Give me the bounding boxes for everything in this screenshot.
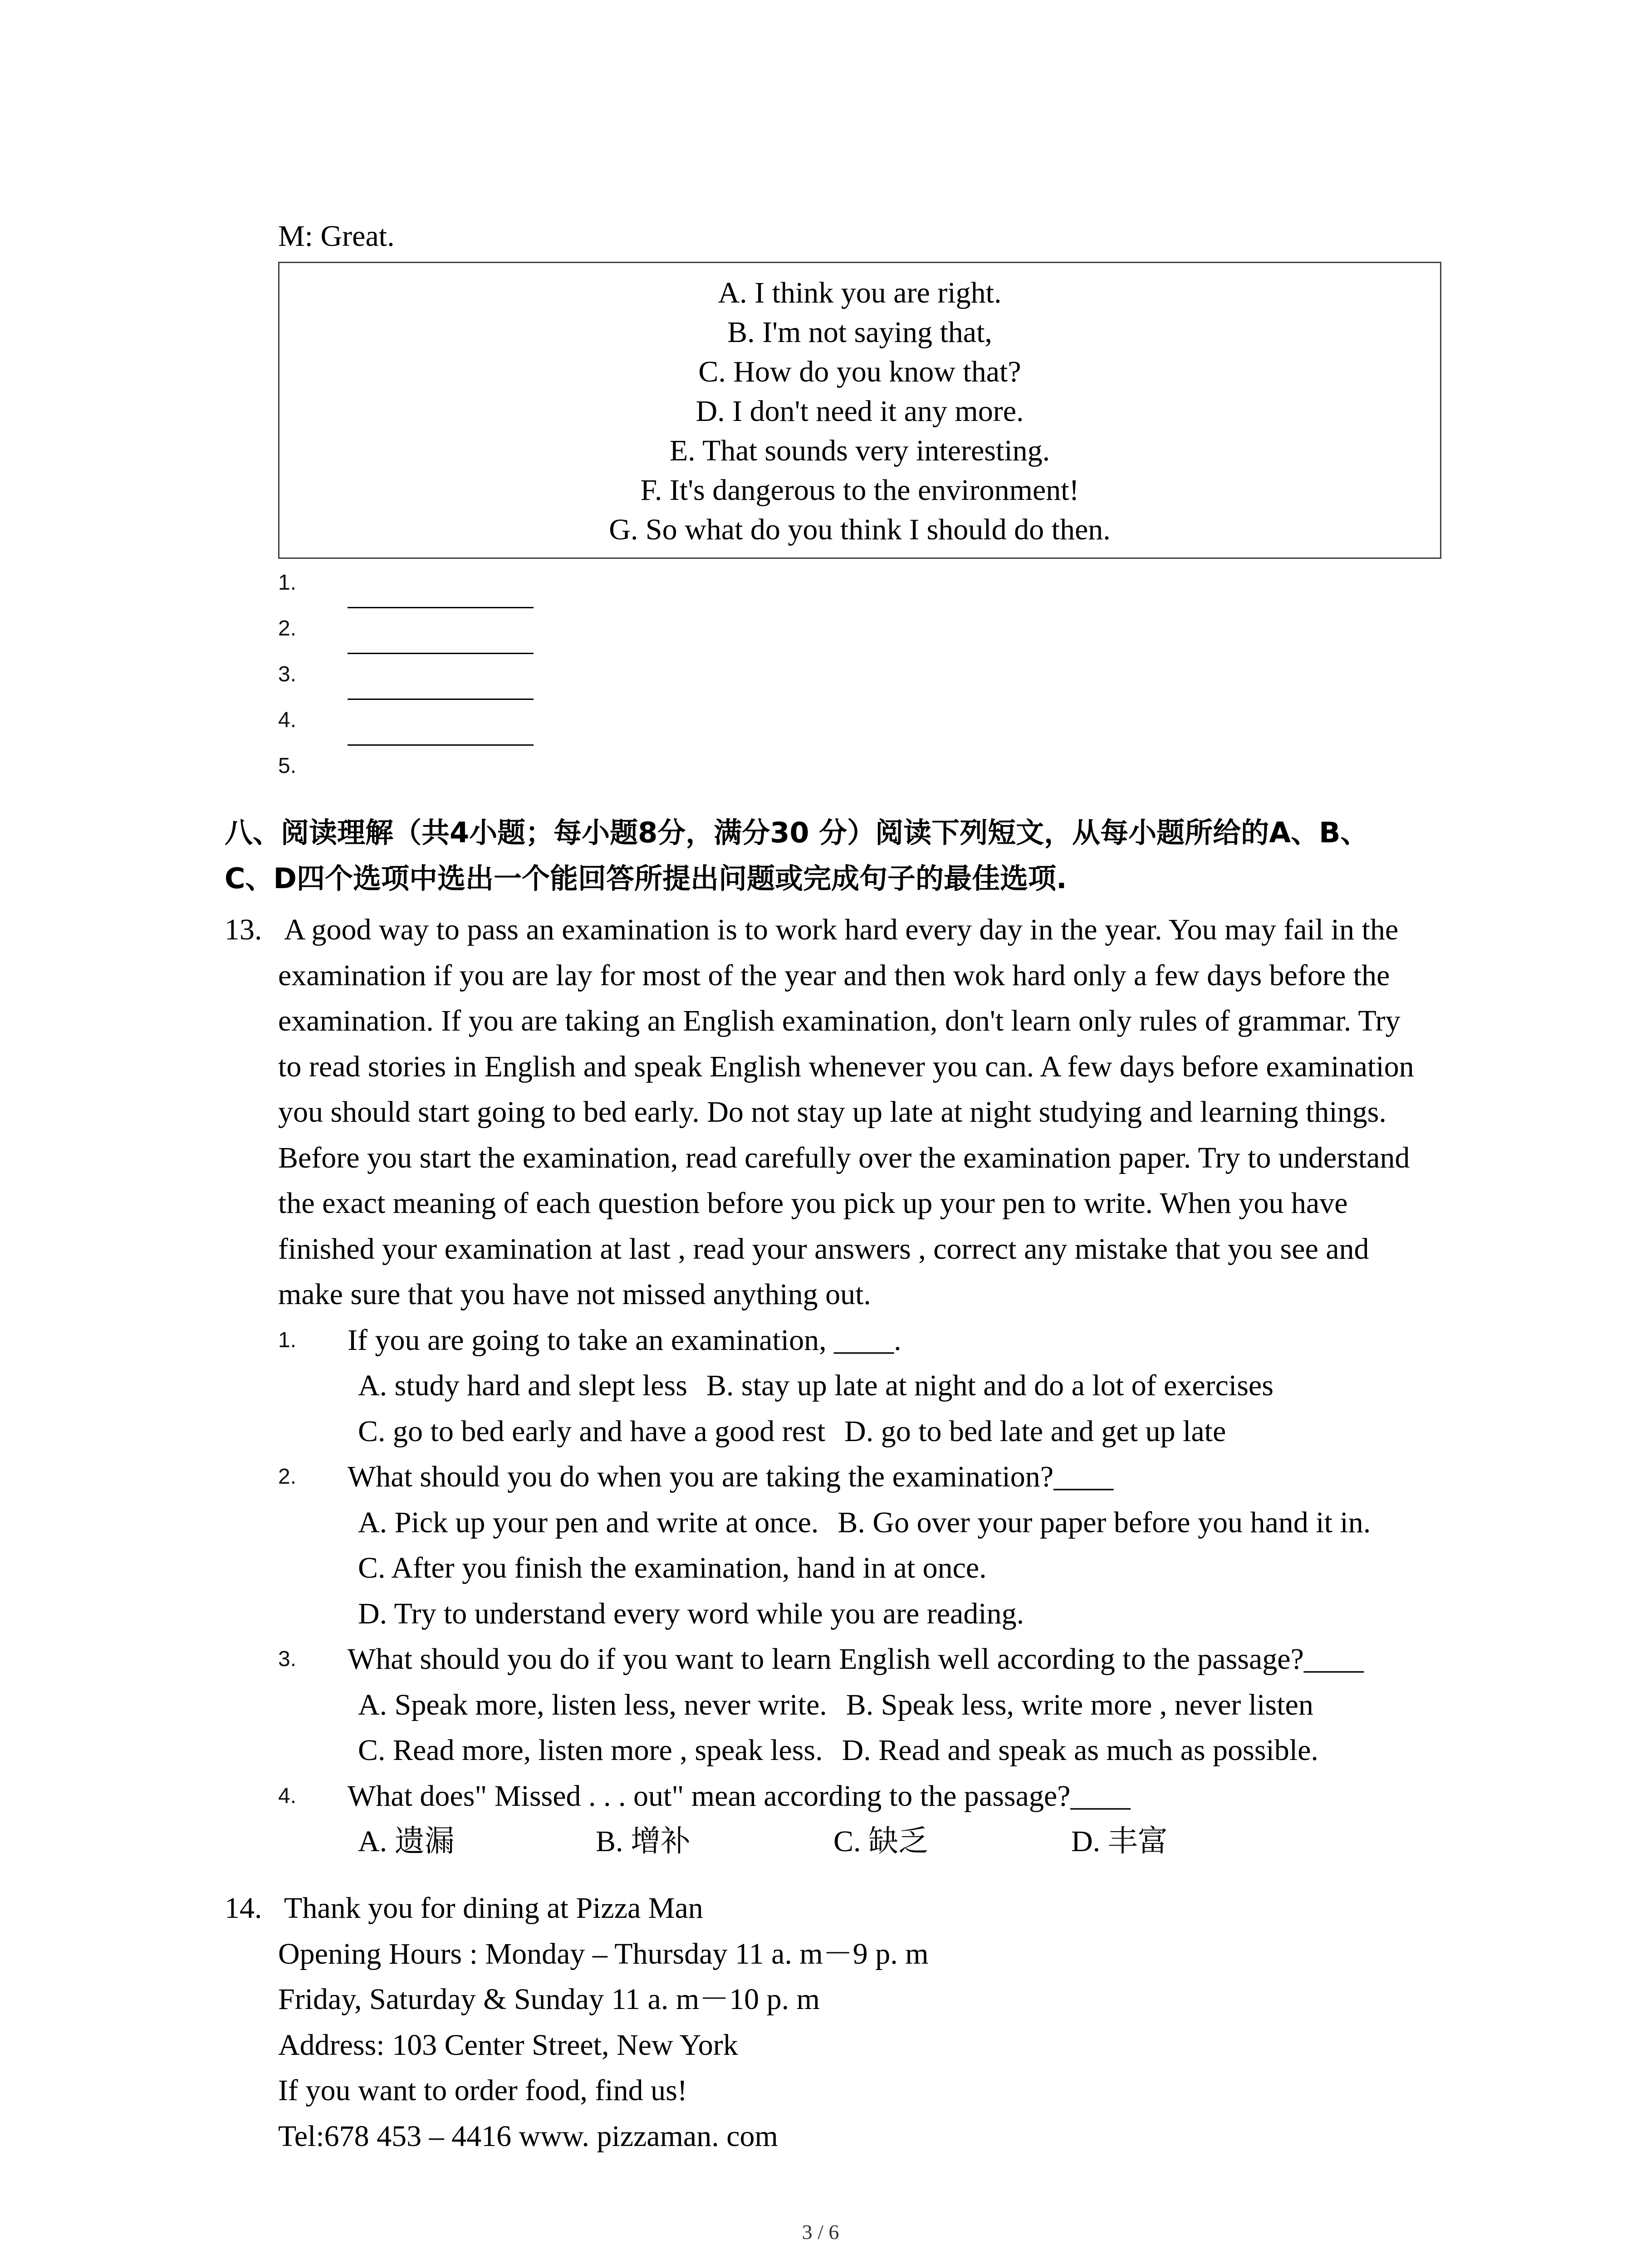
- passage-line: Before you start the examination, read carefully over the examination paper. Try to understand: [278, 1141, 1410, 1174]
- option-c: C. 缺乏: [833, 1825, 929, 1858]
- section-heading-line: 八、阅读理解（共4小题；每小题8分，满分30 分）阅读下列短文，从每小题所给的A、B、: [225, 816, 1369, 849]
- option-row-content: [358, 1819, 1309, 1865]
- answer-number: 5.: [278, 754, 297, 778]
- option-a: A. 遗漏: [358, 1825, 455, 1858]
- section-heading-row: [0, 810, 1641, 855]
- option-c: C. go to bed early and have a good rest: [358, 1414, 826, 1448]
- dialogue-option-g: G. So what do you think I should do then.: [609, 513, 1111, 546]
- option-row-content: [358, 1500, 1371, 1546]
- subquestion-number: 1.: [278, 1328, 297, 1352]
- option-b: B. stay up late at night and do a lot of exercises: [706, 1369, 1274, 1402]
- passage-row: [0, 1181, 1641, 1227]
- notice-row: [0, 1977, 1641, 2023]
- dialogue-option-c: C. How do you know that?: [698, 355, 1021, 388]
- subquestion-number: 3.: [278, 1647, 297, 1671]
- notice-row: [0, 2114, 1641, 2160]
- option-c: C. After you finish the examination, hand in at once.: [358, 1551, 987, 1584]
- notice-address: Address: 103 Center Street, New York: [278, 2028, 738, 2062]
- option-a: A. study hard and slept less: [358, 1369, 687, 1402]
- answer-number: 3.: [278, 662, 297, 686]
- option-c: C. Read more, listen more , speak less.: [358, 1734, 823, 1767]
- answer-number: 1.: [278, 571, 297, 595]
- notice-order-line: If you want to order food, find us!: [278, 2074, 687, 2107]
- passage-row: [0, 998, 1641, 1044]
- option-b: B. 增补: [596, 1825, 691, 1858]
- option-row: [0, 1591, 1641, 1637]
- notice-row: [0, 2068, 1641, 2114]
- option-row: [0, 1500, 1641, 1546]
- passage-line: make sure that you have not missed anything out.: [278, 1278, 871, 1311]
- question-13: [0, 907, 1641, 1865]
- answer-number: 4.: [278, 708, 297, 732]
- question-number: 13.: [225, 913, 262, 946]
- option-row: [0, 1409, 1641, 1455]
- answer-item: [0, 651, 1641, 697]
- passage-line: the exact meaning of each question before you pick up your pen to write. When you have: [278, 1187, 1348, 1220]
- answer-item: [0, 697, 1641, 743]
- option-row: [0, 1819, 1641, 1865]
- option-row-content: [358, 1682, 1313, 1728]
- passage-line: to read stories in English and speak English whenever you can. A few days before examination: [278, 1050, 1414, 1083]
- option-a: A. Speak more, listen less, never write.: [358, 1688, 827, 1721]
- option-row: [0, 1682, 1641, 1728]
- dialogue-option-b: B. I'm not saying that,: [727, 316, 992, 349]
- notice-title: Thank you for dining at Pizza Man: [284, 1892, 703, 1925]
- section-heading: [0, 810, 1641, 901]
- option-row: [0, 1545, 1641, 1591]
- passage-row: [0, 907, 1641, 953]
- notice-row: [0, 1931, 1641, 1977]
- subquestion-row: [0, 1318, 1641, 1364]
- subquestion-number: 4.: [278, 1784, 297, 1808]
- option-row-content: [358, 1409, 1226, 1455]
- option-a: A. Pick up your pen and write at once.: [358, 1505, 819, 1539]
- section-heading-line: C、D四个选项中选出一个能回答所提出问题或完成句子的最佳选项.: [225, 862, 1067, 895]
- dialogue-closing-line: M: Great.: [278, 220, 395, 253]
- dialogue-option-a: A. I think you are right.: [718, 276, 1002, 309]
- passage-line: examination if you are lay for most of the year and then wok hard only a few days before the: [278, 958, 1390, 992]
- subquestion-text: What should you do when you are taking the examination?____: [348, 1460, 1114, 1493]
- question-number: 14.: [225, 1892, 262, 1925]
- notice-contact: Tel:678 453 – 4416 www. pizzaman. com: [278, 2119, 778, 2153]
- passage-line: A good way to pass an examination is to work hard every day in the year. You may fail in the: [284, 913, 1399, 946]
- subquestion-text: What should you do if you want to learn English well according to the passage?____: [348, 1642, 1364, 1676]
- page-number: 3 / 6: [802, 2220, 839, 2244]
- option-d: D. Try to understand every word while you are reading.: [358, 1597, 1024, 1630]
- option-row: [0, 1363, 1641, 1409]
- option-d: D. go to bed late and get up late: [844, 1414, 1226, 1448]
- subquestion-row: [0, 1637, 1641, 1682]
- question-14: [0, 1886, 1641, 2159]
- option-d: D. 丰富: [1071, 1825, 1168, 1858]
- subquestion-row: [0, 1774, 1641, 1819]
- passage-line: you should start going to bed early. Do not stay up late at night studying and learning things.: [278, 1095, 1386, 1129]
- dialogue-option-d: D. I don't need it any more.: [696, 395, 1024, 428]
- subquestion-text: What does" Missed . . . out" mean according to the passage?____: [348, 1779, 1131, 1813]
- dialogue-option-f: F. It's dangerous to the environment!: [640, 474, 1079, 507]
- subquestion-number: 2.: [278, 1465, 297, 1489]
- dialogue-option-e: E. That sounds very interesting.: [669, 434, 1050, 467]
- notice-row: [0, 1886, 1641, 1931]
- answer-item: [0, 606, 1641, 651]
- notice-row: [0, 2023, 1641, 2068]
- answer-item: [0, 560, 1641, 606]
- passage-line: examination. If you are taking an English examination, don't learn only rules of grammar. Try: [278, 1004, 1401, 1037]
- section-heading-row: [0, 855, 1641, 901]
- option-row-content: [358, 1363, 1274, 1409]
- option-row: [0, 1728, 1641, 1774]
- passage-row: [0, 1135, 1641, 1181]
- answer-number: 2.: [278, 616, 297, 640]
- option-b: B. Speak less, write more , never listen: [846, 1688, 1313, 1721]
- opening-hours-weekday: Opening Hours : Monday – Thursday 11 a. m－9 p. m: [278, 1937, 929, 1970]
- passage-row: [0, 1044, 1641, 1090]
- option-b: B. Go over your paper before you hand it in.: [838, 1505, 1371, 1539]
- opening-hours-weekend: Friday, Saturday & Sunday 11 a. m－10 p. m: [278, 1983, 820, 2016]
- passage-row: [0, 1227, 1641, 1272]
- passage-row: [0, 953, 1641, 999]
- dialogue-answer-list: [0, 560, 1641, 789]
- subquestion-text: If you are going to take an examination, ____.: [348, 1323, 901, 1357]
- passage-line: finished your examination at last , read your answers , correct any mistake that you see and: [278, 1232, 1369, 1266]
- option-row-content: [358, 1728, 1318, 1774]
- subquestion-row: [0, 1454, 1641, 1500]
- passage-row: [0, 1272, 1641, 1318]
- answer-item: [0, 743, 1641, 789]
- option-d: D. Read and speak as much as possible.: [842, 1734, 1318, 1767]
- passage-row: [0, 1090, 1641, 1135]
- dialogue-options-box: [278, 262, 1441, 559]
